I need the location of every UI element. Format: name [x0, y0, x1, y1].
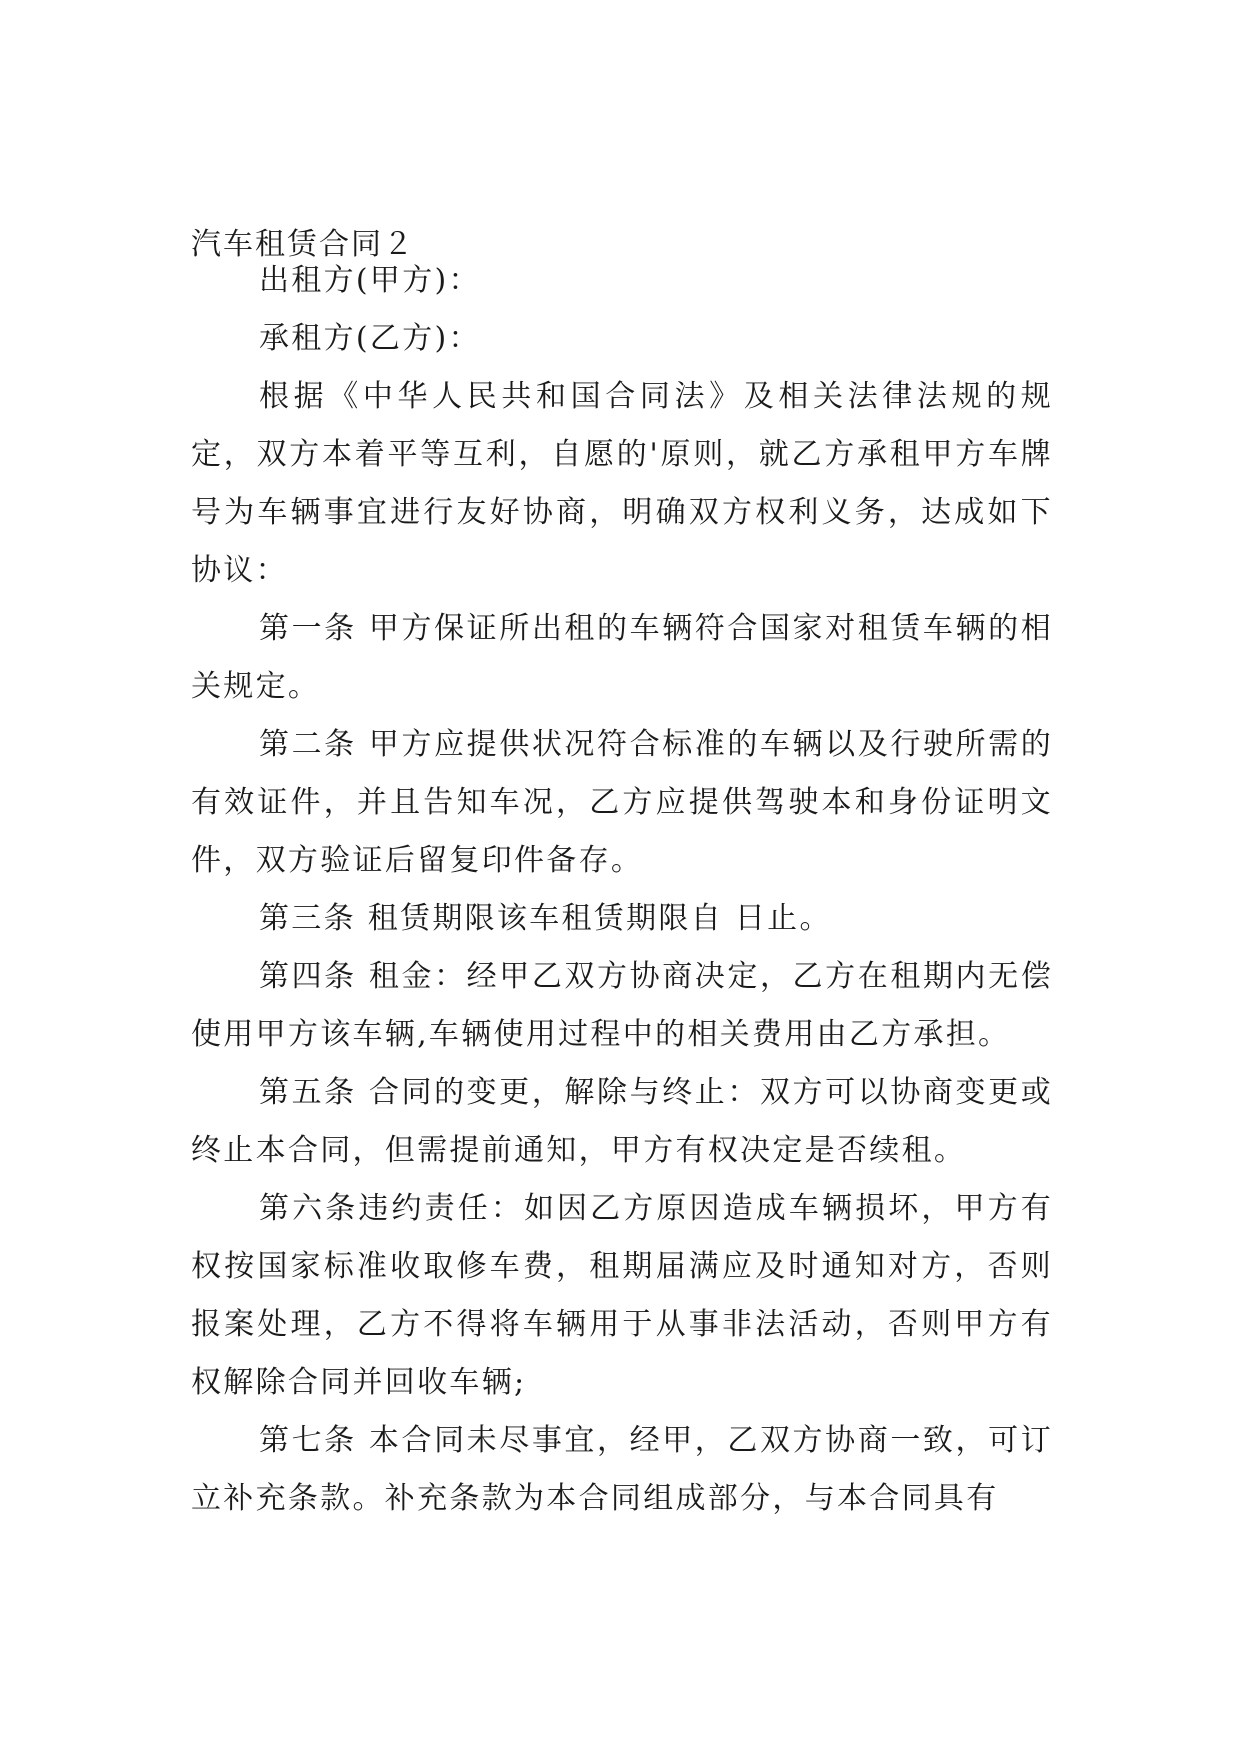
lessor-line: 出租方(甲方)： [259, 263, 481, 298]
article-3: 第三条 租赁期限该车租赁期限自 日止。 [259, 901, 832, 936]
article-6: 第六条违约责任：如因乙方原因造成车辆损坏，甲方有权按国家标准收取修车费，租期届满应及时通知对方，否则报案处理，乙方不得将车辆用于从事非法活动，否则甲方有权解除合同并回收车辆; [191, 1191, 1053, 1400]
article-2: 第二条 甲方应提供状况符合标准的车辆以及行驶所需的有效证件，并且告知车况，乙方应提供驾驶本和身份证明文件，双方验证后留复印件备存。 [191, 727, 1053, 878]
article-7: 第七条 本合同未尽事宜，经甲，乙双方协商一致，可订立补充条款。补充条款为本合同组成部分，与本合同具有 [191, 1423, 1053, 1516]
preamble-paragraph: 根据《中华人民共和国合同法》及相关法律法规的规定，双方本着平等互利，自愿的'原则，就乙方承租甲方车牌号为车辆事宜进行友好协商，明确双方权利义务，达成如下协议： [191, 379, 1053, 588]
article-5: 第五条 合同的变更，解除与终止：双方可以协商变更或终止本合同，但需提前通知，甲方有权决定是否续租。 [191, 1075, 1053, 1168]
article-4: 第四条 租金：经甲乙双方协商决定，乙方在租期内无偿使用甲方该车辆,车辆使用过程中的相关费用由乙方承担。 [191, 959, 1053, 1052]
lessee-line: 承租方(乙方)： [259, 321, 481, 356]
document-title: 汽车租赁合同２ [191, 227, 415, 262]
article-1: 第一条 甲方保证所出租的车辆符合国家对租赁车辆的相关规定。 [191, 611, 1053, 704]
contract-body [191, 252, 1053, 1528]
